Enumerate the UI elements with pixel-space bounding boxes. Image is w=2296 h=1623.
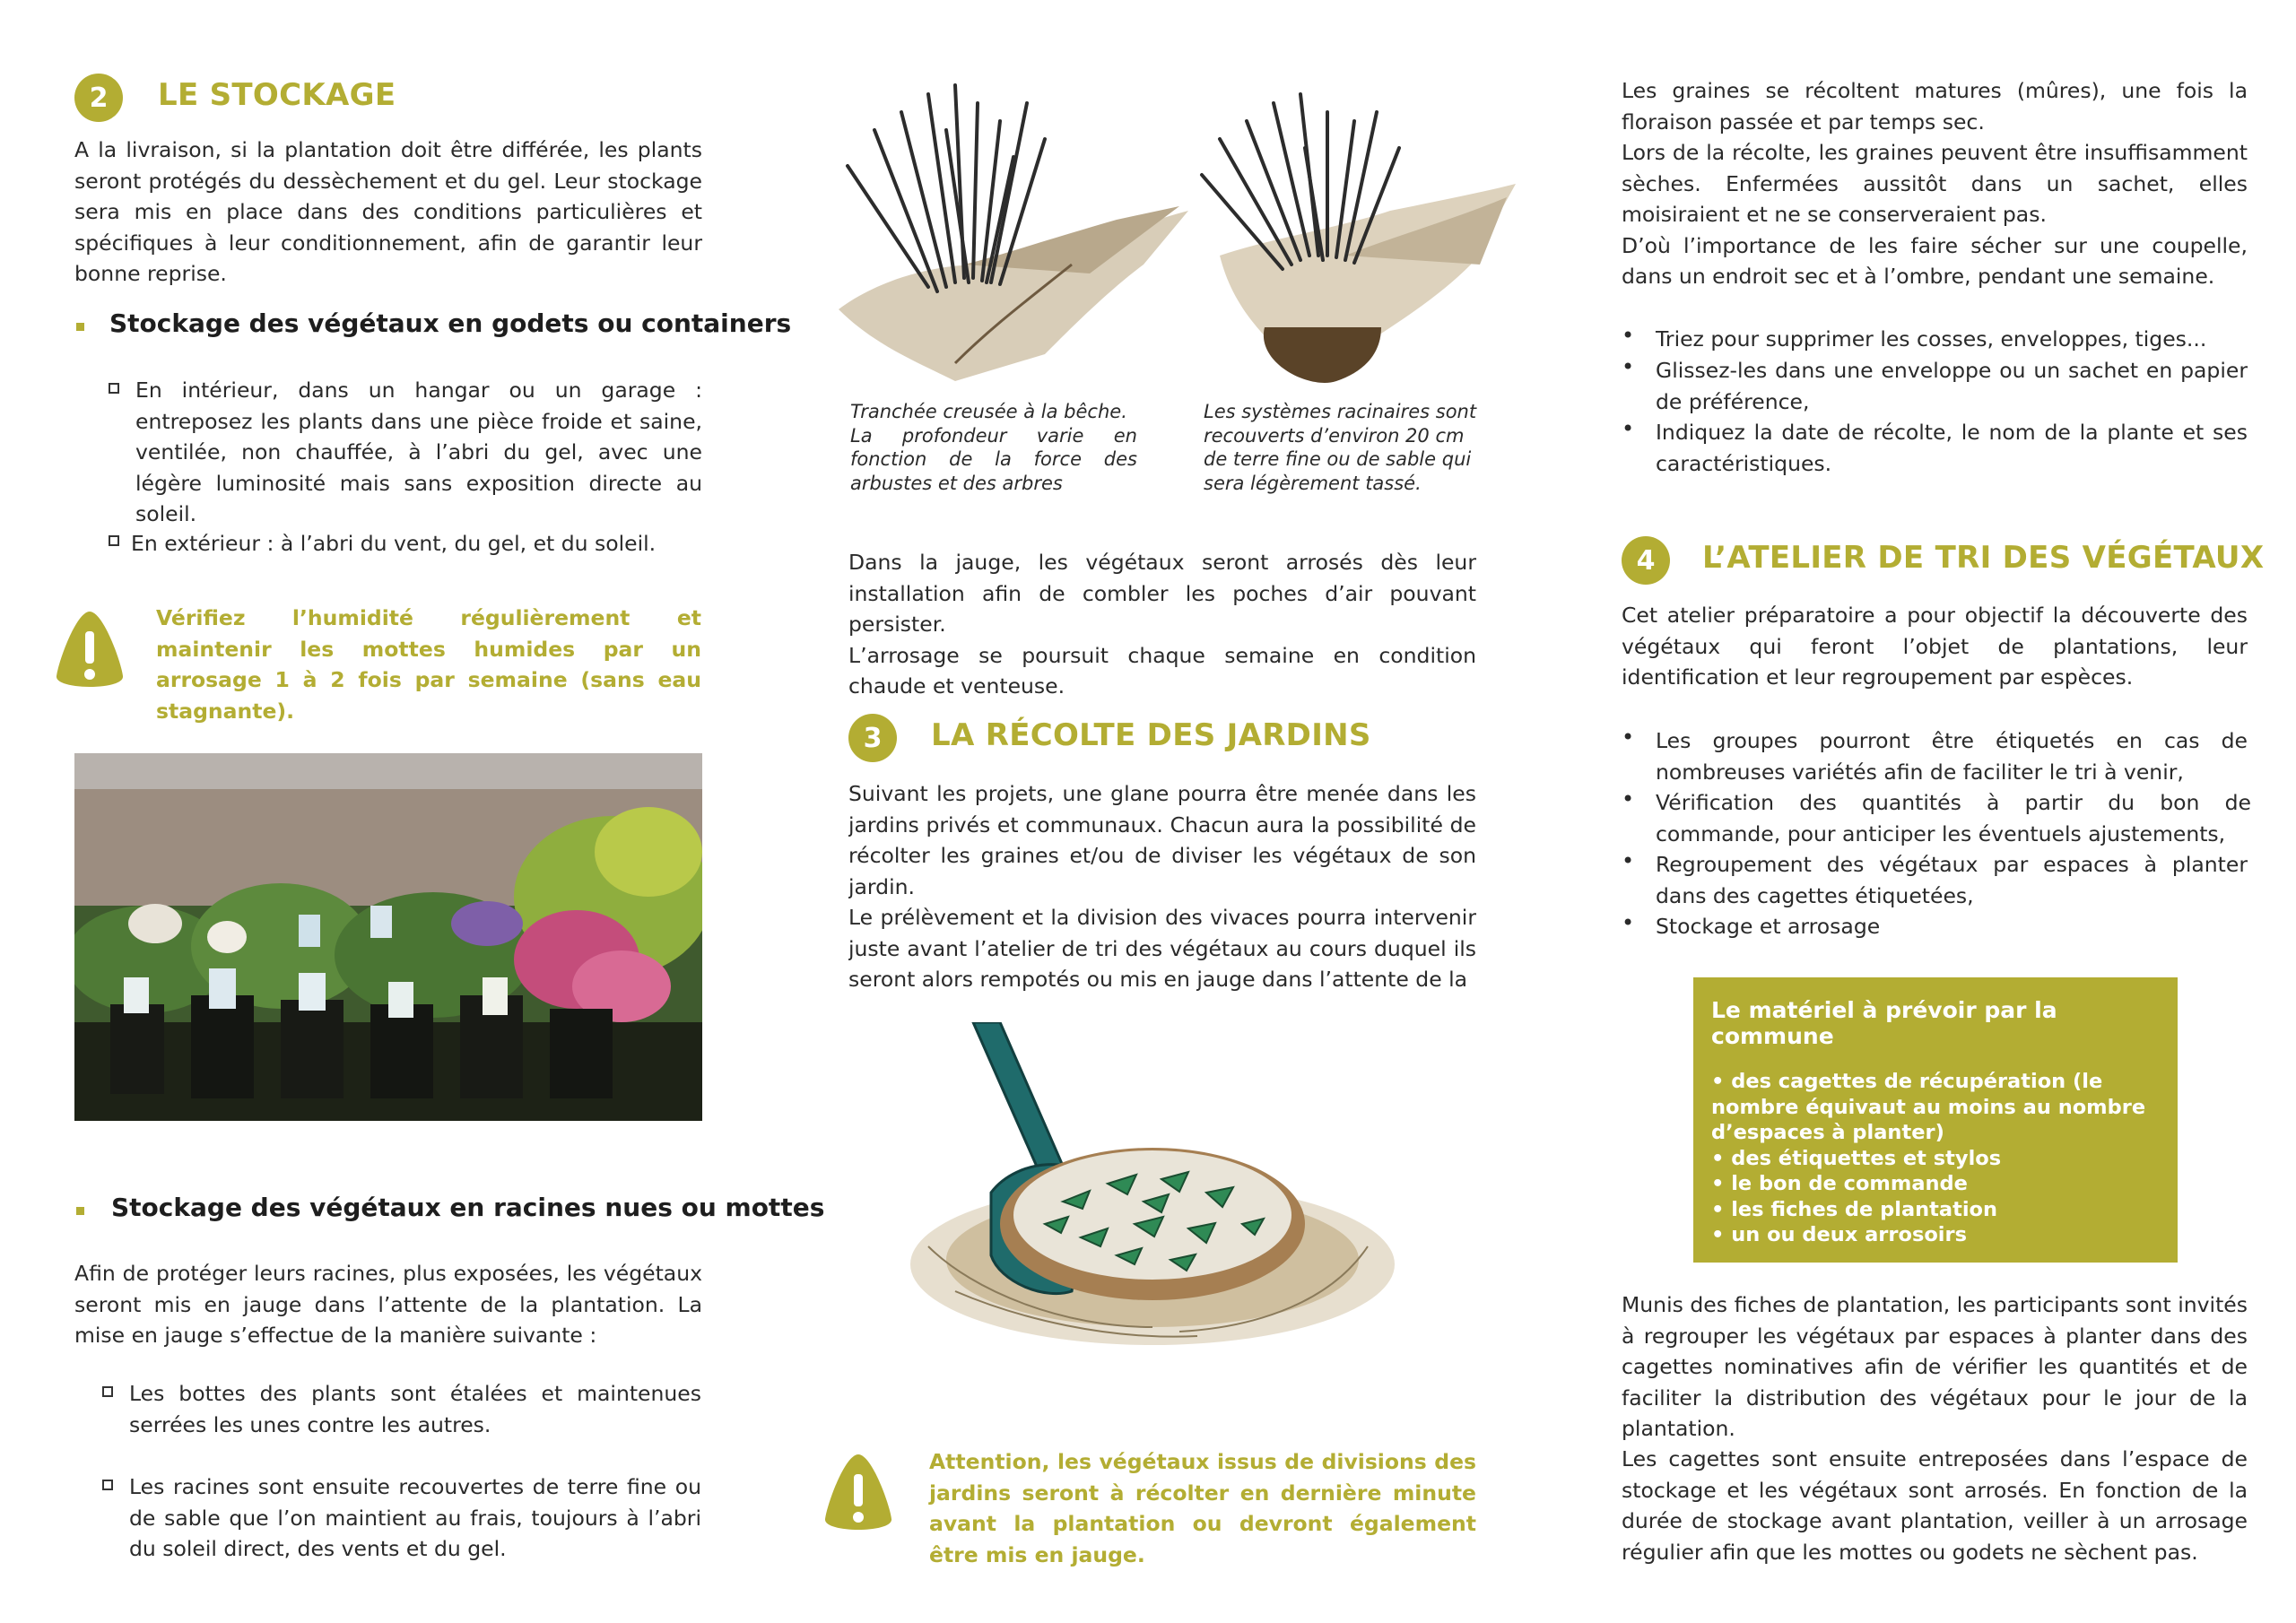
spade-division-illustration <box>883 1022 1404 1354</box>
sub2-title: Stockage des végétaux en racines nues ou mottes <box>111 1193 825 1222</box>
square-bullet-icon <box>76 1207 84 1215</box>
section-4-item-4: Stockage et arrosage <box>1656 914 1881 939</box>
warning-icon <box>818 1451 899 1537</box>
section-2-warning: Vérifiez l’humidité régulièrement et maintenir les mottes humides par un arrosage 1 à 2 fois par semaine (sans eau stagnante). <box>156 605 701 724</box>
section-4-number: 4 <box>1622 536 1670 585</box>
sub2-item-1: Les bottes des plants sont étalées et maintenues serrées les unes contre les autres. <box>129 1381 701 1437</box>
seeds-text: Les graines se récoltent matures (mûres), une fois la floraison passée et par temps sec. Lors de la récolte, les graines peuvent être insuffisamment sèches. Enfermées aussitôt dans un sachet, elles moisiraient et ne se conserveraient pas. D’où l’importance de les faire sécher sur une coupelle, dans un endroit sec et à l’ombre, pendant une semaine. <box>1622 78 2248 289</box>
materiel-item-1: • des cagettes de récupération (le nombre équivaut au moins au nombre d’espaces à planter) <box>1711 1070 2146 1144</box>
dot-bullet-icon: • <box>1622 354 1635 379</box>
square-bullet-icon <box>76 323 84 331</box>
section-4-item-3: Regroupement des végétaux par espaces à planter dans des cagettes étiquetées, <box>1656 852 2248 908</box>
materiel-item-3: • le bon de commande <box>1711 1172 1968 1195</box>
section-4-outro-2: Les cagettes sont ensuite entreposées dans l’espace de stockage et les végétaux sont arrosés. En fonction de la durée de stockage avant plantation, veiller à un arrosage régulier afin que les mottes ou godets ne sèchent pas. <box>1622 1446 2248 1565</box>
sub1-item-1: En intérieur, dans un hangar ou un garage : entreposez les plants dans une pièce froide et saine, ventilée, non chauffée, à l’abri du gel, avec une légère luminosité mais sans exposition directe au soleil. <box>135 378 702 526</box>
section-2-title: LE STOCKAGE <box>158 77 396 113</box>
section-4-title: L’ATELIER DE TRI DES VÉGÉTAUX <box>1702 540 2265 576</box>
sub1-item-2: En extérieur : à l’abri du vent, du gel, et du soleil. <box>131 531 657 556</box>
section-4-intro: Cet atelier préparatoire a pour objectif la découverte des végétaux qui feront l’objet de plantations, leur identification et leur regroupement par espèces. <box>1622 603 2248 690</box>
materiel-item-2: • des étiquettes et stylos <box>1711 1146 2002 1170</box>
box-bullet-icon <box>109 535 119 546</box>
caption-trench: Tranchée creusée à la bêche. La profondeur varie en fonction de la force des arbustes et des arbres <box>850 401 1137 494</box>
section-3-text: Suivant les projets, une glane pourra être menée dans les jardins privés et communaux. Chacun aura la possibilité de récolter les graines et/ou de diviser les végétaux de son jardin. Le prélèvement et la division des vivaces pourra intervenir juste avant l’atelier de tri des végétaux au cours duquel ils seront alors rempotés ou mis en jauge dans l’attente de la <box>848 781 1476 992</box>
section-3-text-frame <box>848 778 1476 1019</box>
covered-roots-illustration <box>1184 58 1525 399</box>
sub2-intro: Afin de protéger leurs racines, plus exposées, les végétaux seront mis en jauge dans l’attente de la plantation. La mise en jauge s’effectue de la manière suivante : <box>74 1261 702 1348</box>
seeds-item-1: Triez pour supprimer les cosses, enveloppes, tiges... <box>1656 326 2207 352</box>
dot-bullet-icon: • <box>1622 323 1635 348</box>
section-4-outro-1: Munis des fiches de plantation, les participants sont invités à regrouper les végétaux par espaces à planter dans des cagettes nominatives afin de vérifier les quantités et de faciliter la distribution des végétaux pour le jour de la plantation. <box>1622 1292 2248 1441</box>
section-3-number: 3 <box>848 714 897 762</box>
caption-covered-roots: Les systèmes racinaires sont recouverts d’environ 20 cm de terre fine ou de sable qui sera légèrement tassé. <box>1204 401 1477 494</box>
jauge-text: Dans la jauge, les végétaux seront arrosés dès leur installation afin de combler les poches d’air pouvant persister. L’arrosage se poursuit chaque semaine en condition chaude et venteuse. <box>848 550 1476 699</box>
dot-bullet-icon: • <box>1622 725 1635 750</box>
materiel-item-5: • un ou deux arrosoirs <box>1711 1223 1968 1246</box>
seeds-item-2: Glissez-les dans une enveloppe ou un sachet en papier de préférence, <box>1656 358 2248 414</box>
potted-plants-photo <box>74 753 702 1121</box>
section-3-title: LA RÉCOLTE DES JARDINS <box>931 717 1371 753</box>
box-bullet-icon <box>102 1386 113 1397</box>
box-bullet-icon <box>102 1480 113 1490</box>
section-3-warning: Attention, les végétaux issus de divisions des jardins seront à récolter en dernière minute avant la plantation ou devront également être mis en jauge. <box>929 1449 1476 1567</box>
materiel-item-4: • les fiches de plantation <box>1711 1197 1998 1221</box>
trench-illustration <box>821 58 1197 390</box>
section-2-intro: A la livraison, si la plantation doit être différée, les plants seront protégés du dessèchement et du gel. Leur stockage sera mis en place dans des conditions particulières et spécifiques à leur conditionnement, afin de garantir leur bonne reprise. <box>74 137 702 286</box>
materiel-title: Le matériel à prévoir par la commune <box>1711 997 2057 1049</box>
box-bullet-icon <box>109 383 119 394</box>
section-4-item-2: Vérification des quantités à partir du bon de commande, pour anticiper les éventuels ajustements, <box>1656 790 2251 846</box>
seeds-item-3: Indiquez la date de récolte, le nom de la plante et ses caractéristiques. <box>1656 420 2248 476</box>
section-4-item-1: Les groupes pourront être étiquetés en cas de nombreuses variétés afin de faciliter le tri à venir, <box>1656 728 2248 785</box>
dot-bullet-icon: • <box>1622 910 1635 935</box>
dot-bullet-icon: • <box>1622 786 1635 812</box>
dot-bullet-icon: • <box>1622 848 1635 873</box>
materiel-box <box>1693 977 2178 1263</box>
warning-icon <box>49 608 130 694</box>
dot-bullet-icon: • <box>1622 416 1635 441</box>
sub1-title: Stockage des végétaux en godets ou containers <box>109 308 792 338</box>
sub2-item-2: Les racines sont ensuite recouvertes de terre fine ou de sable que l’on maintient au frais, toujours à l’abri du soleil direct, des vents et du gel. <box>129 1474 701 1561</box>
section-2-number: 2 <box>74 74 123 122</box>
